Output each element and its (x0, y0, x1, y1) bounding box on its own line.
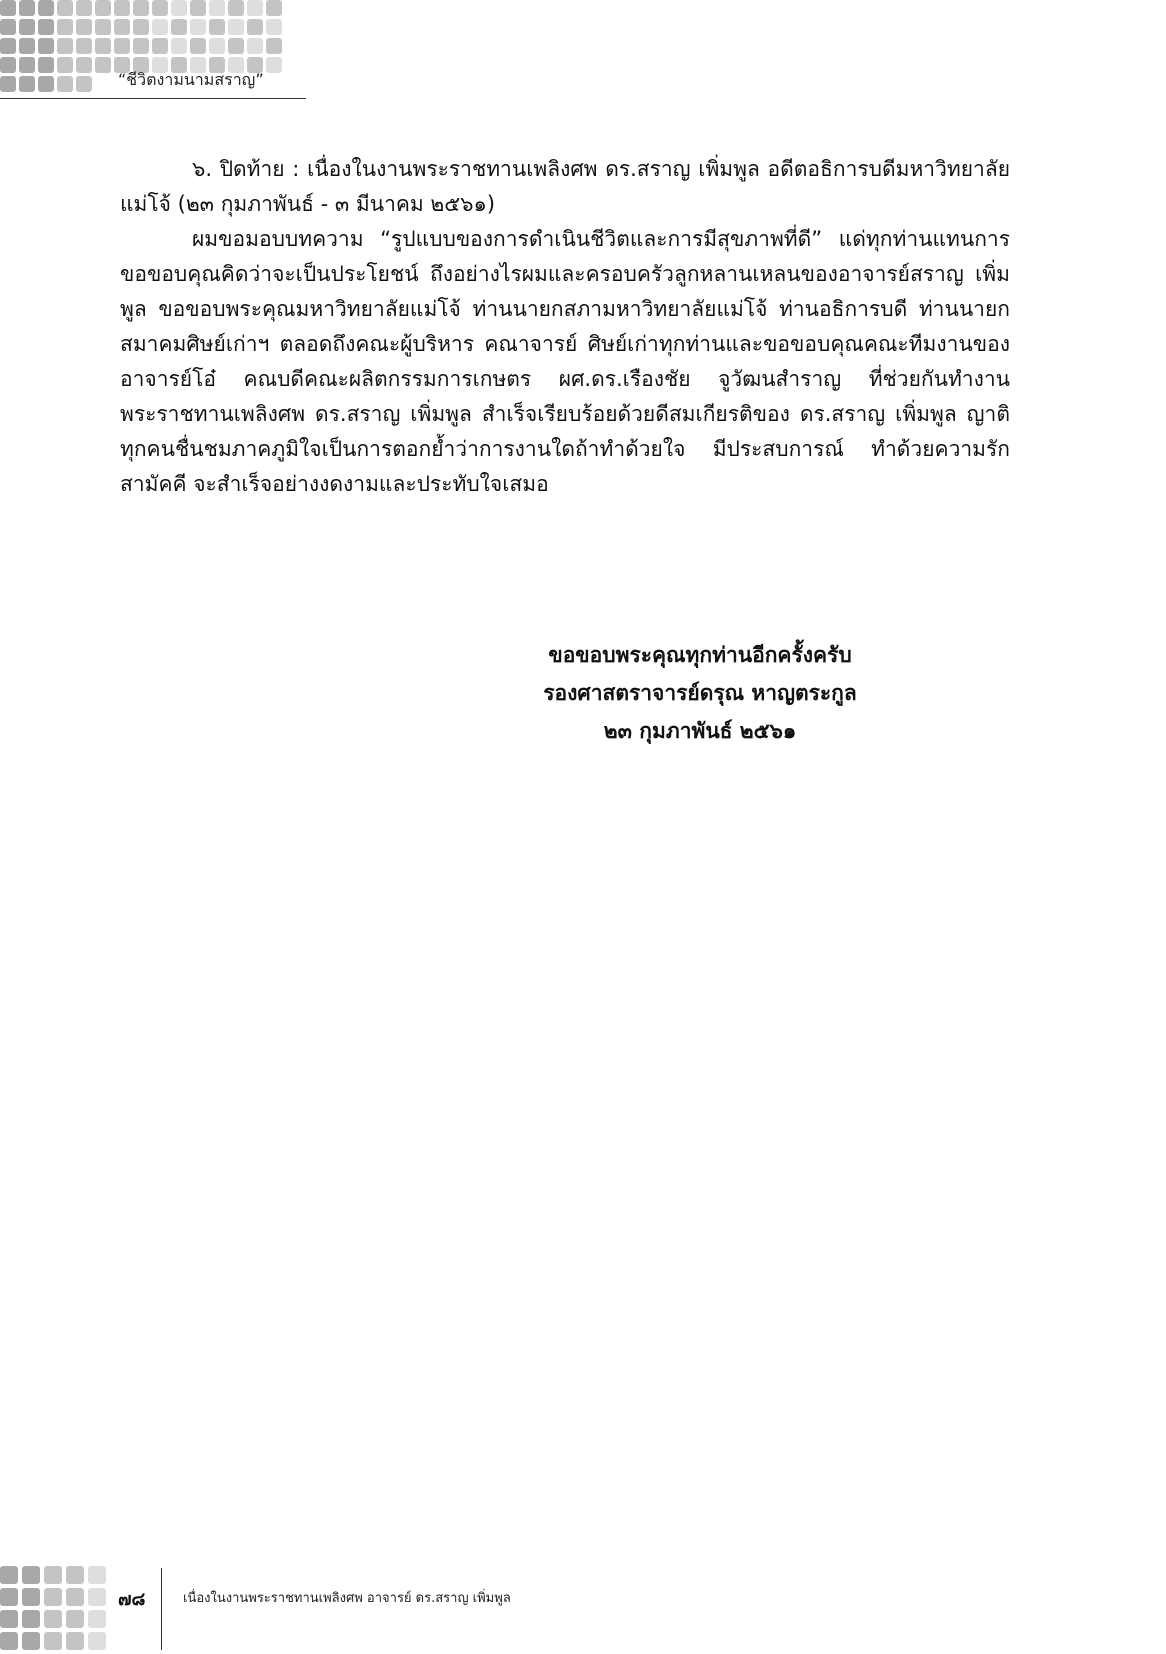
decorative-square (44, 1610, 62, 1628)
decorative-square (133, 19, 149, 35)
decorative-square (19, 38, 35, 54)
decorative-square (66, 1588, 84, 1606)
decorative-square (95, 0, 111, 16)
decorative-square (266, 57, 282, 73)
decorative-square (0, 1588, 18, 1606)
decorative-square (66, 1610, 84, 1628)
decorative-square (19, 0, 35, 16)
decorative-square (66, 1566, 84, 1584)
decorative-square (247, 19, 263, 35)
decorative-square (38, 57, 54, 73)
decorative-square (76, 76, 92, 92)
decorative-square (19, 19, 35, 35)
decorative-square (0, 1632, 18, 1650)
paragraph-thanks: ผมขอมอบบทความ “รูปแบบของการดำเนินชีวิตและการมีสุขภาพที่ดี” แด่ทุกท่านแทนการขอขอบคุณคิดว่าจะเป็นประโยชน์ ถึงอย่างไรผมและครอบครัวลูกหลานเหลนของอาจารย์สราญ เพิ่มพูล ขอขอบพระคุณมหาวิทยาลัยแม่โจ้ ท่านนายกสภามหาวิทยาลัยแม่โจ้ ท่านอธิการบดี ท่านนายกสมาคมศิษย์เก่าฯ ตลอดถึงคณะผู้บริหาร คณาจารย์ ศิษย์เก่าทุกท่านและขอขอบคุณคณะทีมงานของอาจารย์โอ๋ คณบดีคณะผลิตกรรมการเกษตร ผศ.ดร.เรืองชัย จูวัฒนสำราญ ที่ช่วยกันทำงานพระราชทานเพลิงศพ ดร.สราญ เพิ่มพูล สำเร็จเรียบร้อยด้วยดีสมเกียรติของ ดร.สราญ เพิ่มพูล ญาติทุกคนชื่นชมภาคภูมิใจเป็นการตอกย้ำว่าการงานใดถ้าทำด้วยใจ มีประสบการณ์ ทำด้วยความรักสามัคคี จะสำเร็จอย่างงดงามและประทับใจเสมอ (120, 227, 1010, 496)
decorative-square (190, 38, 206, 54)
decorative-square (44, 1632, 62, 1650)
decorative-square (95, 19, 111, 35)
closing-thanks: ขอขอบพระคุณทุกท่านอีกครั้งครับ (548, 643, 852, 667)
decorative-square (228, 38, 244, 54)
decorative-square (57, 57, 73, 73)
decorative-square (57, 76, 73, 92)
decorative-square (44, 1566, 62, 1584)
decorative-square (133, 38, 149, 54)
decorative-square (38, 76, 54, 92)
decorative-square (88, 1566, 106, 1584)
decorative-square (190, 0, 206, 16)
decorative-square (66, 1632, 84, 1650)
decorative-square (247, 0, 263, 16)
closing-signature: รองศาสตราจารย์ดรุณ หาญตระกูล (543, 681, 857, 705)
decorative-square (133, 0, 149, 16)
decorative-square (38, 0, 54, 16)
document-body (120, 152, 1010, 502)
decorative-square (76, 57, 92, 73)
decorative-square (19, 76, 35, 92)
decorative-square (114, 38, 130, 54)
decorative-square (95, 38, 111, 54)
decorative-square (76, 19, 92, 35)
decorative-square (190, 19, 206, 35)
decorative-square (0, 0, 16, 16)
decorative-square (209, 19, 225, 35)
decorative-square (88, 1588, 106, 1606)
decorative-square (209, 0, 225, 16)
decorative-square (0, 1610, 18, 1628)
decorative-square (44, 1588, 62, 1606)
decorative-square (0, 38, 16, 54)
decorative-square (228, 19, 244, 35)
decorative-square (76, 0, 92, 16)
decorative-square (171, 38, 187, 54)
closing-block (500, 636, 900, 750)
footer-rule (161, 1568, 162, 1650)
decorative-square (38, 19, 54, 35)
decorative-square (88, 1632, 106, 1650)
decorative-square (266, 19, 282, 35)
decorative-square (22, 1588, 40, 1606)
decorative-square (95, 57, 111, 73)
decorative-square (152, 38, 168, 54)
decorative-square (22, 1610, 40, 1628)
decorative-square (0, 19, 16, 35)
decorative-square (114, 0, 130, 16)
decorative-square (266, 0, 282, 16)
decorative-square (171, 19, 187, 35)
decorative-square (19, 57, 35, 73)
decorative-square (228, 0, 244, 16)
page-number: ๗๘ (118, 1589, 146, 1610)
header-rule (0, 98, 306, 99)
decorative-square (88, 1610, 106, 1628)
decorative-square (209, 38, 225, 54)
decorative-square (0, 76, 16, 92)
decorative-square (76, 38, 92, 54)
decorative-square (57, 0, 73, 16)
decorative-square (57, 38, 73, 54)
decorative-square (171, 0, 187, 16)
decorative-square (266, 38, 282, 54)
decorative-square (0, 57, 16, 73)
decorative-square (247, 38, 263, 54)
running-footer-text: เนื่องในงานพระราชทานเพลิงศพ อาจารย์ ดร.สราญ เพิ่มพูล (183, 1591, 511, 1606)
decorative-square (57, 19, 73, 35)
closing-date: ๒๓ กุมภาพันธ์ ๒๕๖๑ (603, 719, 797, 743)
decorative-square (114, 19, 130, 35)
running-header-title: “ชีวิตงามนามสราญ” (118, 70, 264, 89)
decorative-square (22, 1632, 40, 1650)
decorative-square (22, 1566, 40, 1584)
decorative-square (152, 0, 168, 16)
decorative-square (0, 1566, 18, 1584)
decorative-square (38, 38, 54, 54)
paragraph-closing-note: ๖. ปิดท้าย : เนื่องในงานพระราชทานเพลิงศพ ดร.สราญ เพิ่มพูล อดีตอธิการบดีมหาวิทยาลัยแม่โจ้ (๒๓ กุมภาพันธ์ - ๓ มีนาคม ๒๕๖๑) (120, 157, 1010, 216)
decorative-square (152, 19, 168, 35)
